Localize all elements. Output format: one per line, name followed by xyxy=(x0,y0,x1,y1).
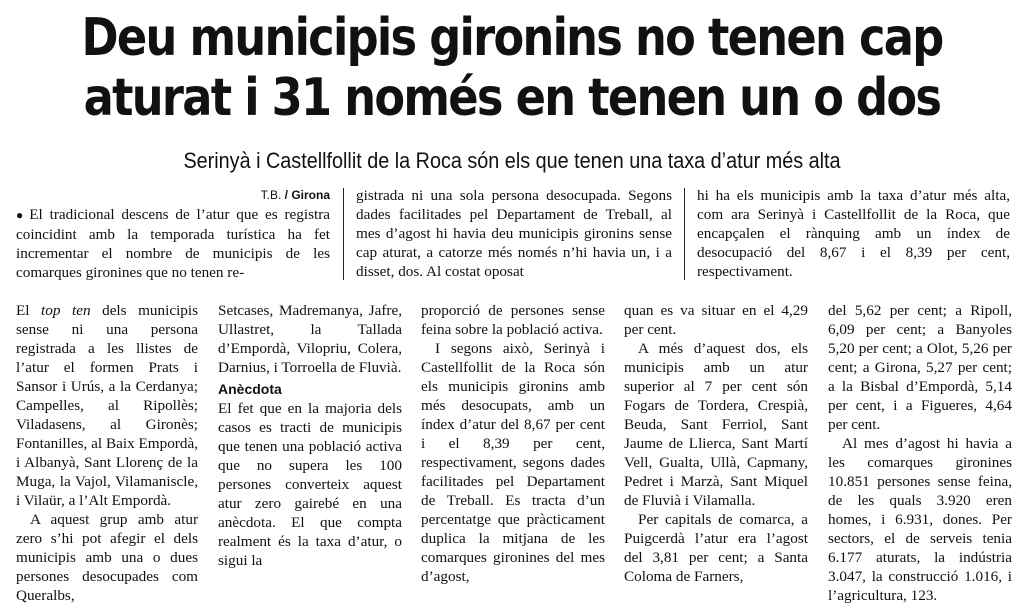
body-column-3 xyxy=(421,301,605,591)
bullet-icon: ● xyxy=(16,208,27,222)
body-column-2 xyxy=(218,301,402,591)
body-paragraph: Setcases, Madremanya, Jafre, Ullastret, la Tallada d’Empordà, Vilopriu, Colera, Darnius, i Torroella de Fluvià. xyxy=(218,302,402,376)
lead-column-2 xyxy=(356,186,672,282)
headline xyxy=(72,8,953,128)
subheadline: Serinyà i Castellfollit de la Roca són els que tenen una taxa d’atur més alta xyxy=(183,148,841,173)
body-column-5 xyxy=(828,301,1012,604)
lead-text-1: El tradicional descens de l’atur que es registra coincidint amb la temporada turística ha fet incrementar el nombre de municipis de les comarques gironines que no tenen re- xyxy=(16,206,331,281)
column-divider xyxy=(684,188,685,280)
lead-text-3: hi ha els municipis amb la taxa d’atur més alta, com ara Serinyà i Castellfollit de la Roca, que encapçalen el rànquing amb un índex de desocupació del 8,67 i el 8,39 per cent, respectivament. xyxy=(697,187,1010,280)
body-paragraph: Al mes d’agost hi havia a les comarques gironines 10.851 persones sense feina, de les quals 3.920 eren homes, i 6.931, dones. Per sectors, el de serveis tenia 6.177 aturats, la indústria 3.047, la construcció 1.016, i l’agricultura, 123. xyxy=(828,435,1012,604)
byline-separator: / xyxy=(281,188,292,202)
column-divider xyxy=(343,188,344,280)
byline xyxy=(16,186,330,205)
body-paragraph: El top ten dels municipis sense ni una persona registrada a les llistes de l’atur el formen Prats i Sansor i Urús, a la Cerdanya; Campelles, al Ripollès; Viladasens, al Gironès; Fontanilles, al Baix Empordà, i Albanyà, Sant Llorenç de la Muga, la Vajol, Vilamaniscle, i Vilaür, a l’Alt Empordà. xyxy=(16,302,199,509)
body-paragraph: I segons això, Serinyà i Castellfollit de la Roca són els municipis gironins amb més desocupats, amb un índex d’atur del 8,67 per cent i el 8,39 per cent, respectivament, segons dades facilitades pel Departament de Treball. Es tracta d’un percentatge que pràcticament duplica la mitjana de les comarques gironines del mes d’agost, xyxy=(421,340,605,585)
top-ten-italic: top ten xyxy=(41,302,91,319)
body-paragraph: Per capitals de comarca, a Puigcerdà l’atur era l’agost del 3,81 per cent; a Santa Coloma de Farners, xyxy=(624,511,808,585)
lead-column-3 xyxy=(697,186,1010,282)
body-column-4 xyxy=(624,301,808,591)
headline-line-1: Deu municipis gironins no tenen cap xyxy=(81,8,943,68)
section-heading: Anècdota xyxy=(218,381,282,397)
byline-author: T.B. xyxy=(260,188,282,202)
lead-column-1 xyxy=(16,186,330,282)
headline-line-2: aturat i 31 només en tenen un o dos xyxy=(83,68,941,128)
body-paragraph: A més d’aquest dos, els municipis amb un atur superior al 7 per cent són Fogars de Tordera, Crespià, Beuda, Sant Ferriol, Sant Jaume de Llierca, Sant Martí Vell, Gualta, Ullà, Capmany, Pedret i Marzà, Sant Miquel de Fluvià i Vilamalla. xyxy=(624,340,808,509)
lead-text-2: gistrada ni una sola persona desocupada. Segons dades facilitades pel Departament de Treball, al mes d’agost hi havia deu municipis gironins sense cap aturat, a catorze més només n’hi havia un, i a disset, dos. Al costat oposat xyxy=(356,187,672,280)
body-paragraph: quan es va situar en el 4,29 per cent. xyxy=(624,302,808,338)
body-paragraph: proporció de persones sense feina sobre la població activa. xyxy=(421,302,605,338)
body-paragraph: A aquest grup amb atur zero s’hi pot afegir el dels municipis amb una o dues persones desocupades com Queralbs, xyxy=(16,511,198,604)
body-paragraph: El fet que en la majoria dels casos es tracti de municipis que tenen una població activa que no supera les 100 persones converteix aquest atur zero gairebé en una anècdota. El que compta realment és la taxa d’atur, o sigui la xyxy=(218,400,402,569)
byline-place: Girona xyxy=(291,188,330,202)
body-column-1 xyxy=(16,301,199,604)
body-paragraph: del 5,62 per cent; a Ripoll, 6,09 per cent; a Banyoles 5,20 per cent; a Olot, 5,26 per cent; a Girona, 5,27 per cent; a la Bisbal d’Empordà, 5,14 per cent, i a Figueres, 4,64 per cent. xyxy=(828,302,1012,433)
